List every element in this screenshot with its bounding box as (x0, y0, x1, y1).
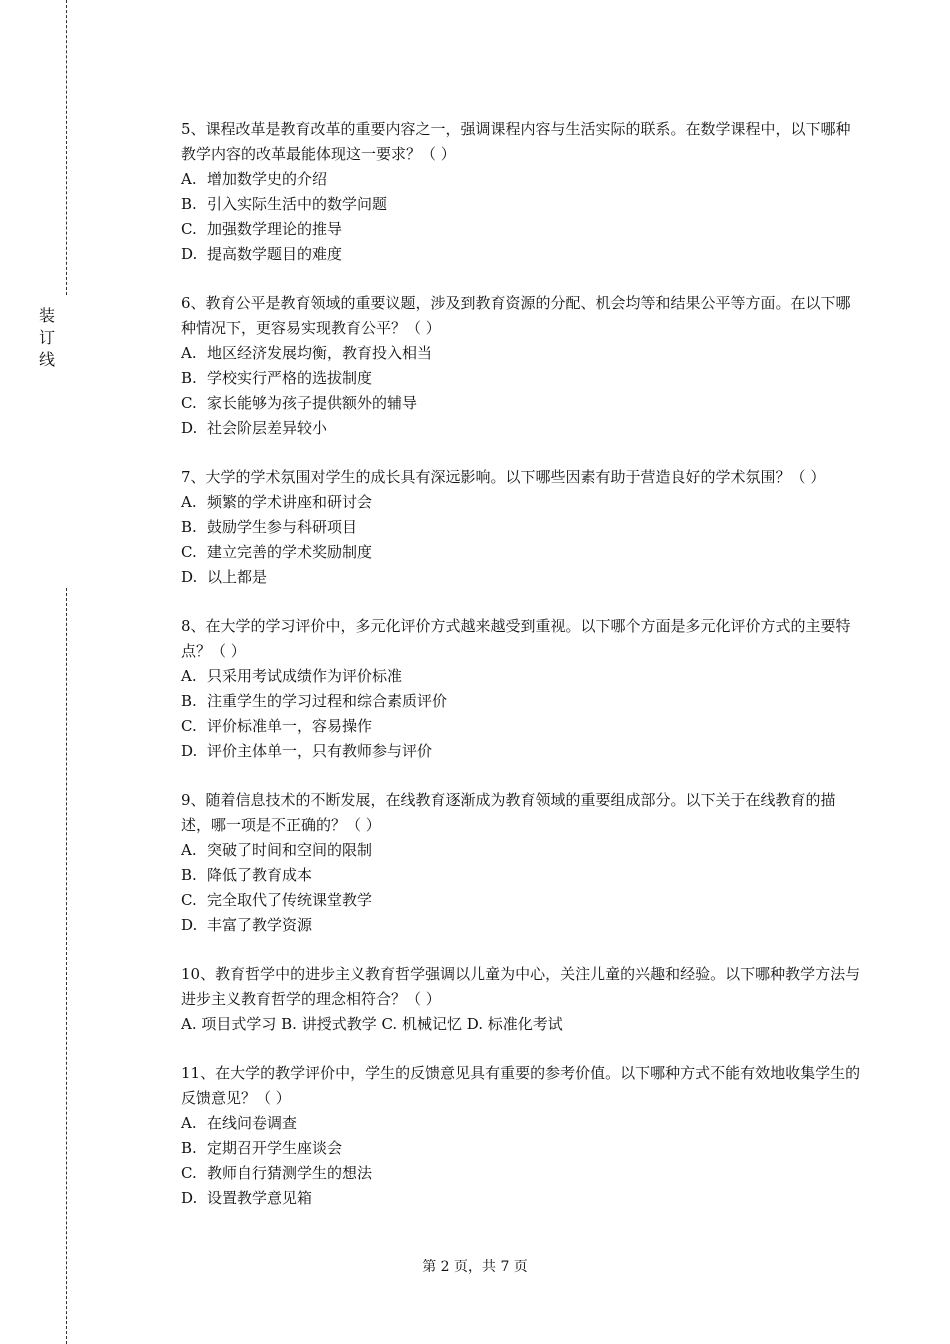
option-d[interactable] (181, 416, 861, 441)
option-text: 降低了教育成本 (207, 866, 313, 884)
option-letter: B. (181, 1139, 197, 1157)
question-5 (181, 117, 861, 267)
option-letter: B. (181, 369, 197, 387)
option-a[interactable] (181, 1111, 861, 1136)
option-letter: B. (181, 692, 197, 710)
option-text: 在线问卷调查 (207, 1114, 298, 1132)
question-stem: 5、课程改革是教育改革的重要内容之一，强调课程内容与生活实际的联系。在数学课程中，以下哪种教学内容的改革最能体现这一要求？（ ） (181, 120, 851, 163)
option-letter: C. (181, 220, 197, 238)
option-text: 评价标准单一，容易操作 (207, 717, 373, 735)
binding-char: 线 (38, 350, 55, 369)
binding-label (36, 305, 58, 371)
option-b[interactable] (181, 689, 861, 714)
option-text: 教师自行猜测学生的想法 (207, 1164, 373, 1182)
option-letter: D. (181, 742, 198, 760)
option-d[interactable] (181, 242, 861, 267)
option-text: 增加数学史的介绍 (207, 170, 328, 188)
option-text: 地区经济发展均衡，教育投入相当 (207, 344, 433, 362)
option-text: 设置教学意见箱 (207, 1189, 313, 1207)
question-stem: 7、大学的学术氛围对学生的成长具有深远影响。以下哪些因素有助于营造良好的学术氛围？（ ） (181, 468, 826, 486)
option-c[interactable] (181, 714, 861, 739)
question-6 (181, 291, 861, 441)
question-9 (181, 788, 861, 938)
question-11 (181, 1061, 861, 1211)
option-letter: C. (181, 1164, 197, 1182)
option-c[interactable] (181, 540, 861, 565)
option-text: 丰富了教学资源 (207, 916, 313, 934)
option-c[interactable] (181, 1161, 861, 1186)
option-letter: D. (181, 568, 198, 586)
option-text: 以上都是 (207, 568, 268, 586)
option-text: 评价主体单一，只有教师参与评价 (207, 742, 433, 760)
option-letter: B. (181, 866, 197, 884)
option-letter: C. (181, 717, 197, 735)
option-letter: A. (181, 170, 197, 188)
page-footer: 第 2 页，共 7 页 (422, 1259, 528, 1275)
option-d[interactable] (181, 739, 861, 764)
option-letter: C. (181, 543, 197, 561)
option-letter: A. (181, 841, 197, 859)
option-letter: D. (181, 245, 198, 263)
option-c[interactable] (181, 391, 861, 416)
option-letter: B. (181, 518, 197, 536)
option-letter: A. (181, 1114, 197, 1132)
option-b[interactable] (181, 192, 861, 217)
option-b[interactable] (181, 863, 861, 888)
question-stem: 11、在大学的教学评价中，学生的反馈意见具有重要的参考价值。以下哪种方式不能有效地收集学生的反馈意见？（ ） (181, 1064, 861, 1107)
option-text: 家长能够为孩子提供额外的辅导 (207, 394, 418, 412)
inline-options[interactable]: A. 项目式学习 B. 讲授式教学 C. 机械记忆 D. 标准化考试 (181, 1015, 563, 1033)
option-text: 鼓励学生参与科研项目 (207, 518, 358, 536)
option-letter: D. (181, 419, 198, 437)
question-stem: 9、随着信息技术的不断发展，在线教育逐渐成为教育领域的重要组成部分。以下关于在线教育的描述，哪一项是不正确的？（ ） (181, 791, 836, 834)
question-7 (181, 465, 861, 590)
binding-line-bottom (66, 588, 67, 1344)
option-letter: C. (181, 394, 197, 412)
option-a[interactable] (181, 664, 861, 689)
option-letter: B. (181, 195, 197, 213)
option-text: 提高数学题目的难度 (207, 245, 343, 263)
option-text: 定期召开学生座谈会 (207, 1139, 343, 1157)
option-b[interactable] (181, 515, 861, 540)
option-text: 完全取代了传统课堂教学 (207, 891, 373, 909)
binding-line-top (66, 0, 67, 295)
option-text: 频繁的学术讲座和研讨会 (207, 493, 373, 511)
question-stem: 8、在大学的学习评价中，多元化评价方式越来越受到重视。以下哪个方面是多元化评价方式的主要特点？（ ） (181, 617, 851, 660)
option-text: 突破了时间和空间的限制 (207, 841, 373, 859)
option-c[interactable] (181, 888, 861, 913)
option-letter: C. (181, 891, 197, 909)
option-letter: A. (181, 667, 197, 685)
option-a[interactable] (181, 838, 861, 863)
question-8 (181, 614, 861, 764)
question-stem: 10、教育哲学中的进步主义教育哲学强调以儿童为中心，关注儿童的兴趣和经验。以下哪种教学方法与进步主义教育哲学的理念相符合？（ ） (181, 965, 861, 1008)
option-d[interactable] (181, 565, 861, 590)
option-text: 引入实际生活中的数学问题 (207, 195, 388, 213)
option-text: 只采用考试成绩作为评价标准 (207, 667, 403, 685)
option-c[interactable] (181, 217, 861, 242)
option-b[interactable] (181, 366, 861, 391)
option-text: 学校实行严格的选拔制度 (207, 369, 373, 387)
option-text: 建立完善的学术奖励制度 (207, 543, 373, 561)
option-letter: A. (181, 344, 197, 362)
option-a[interactable] (181, 167, 861, 192)
option-letter: D. (181, 1189, 198, 1207)
binding-char: 订 (38, 328, 55, 347)
question-list (181, 117, 861, 1235)
binding-char: 装 (38, 306, 55, 325)
option-letter: A. (181, 493, 197, 511)
question-stem: 6、教育公平是教育领域的重要议题，涉及到教育资源的分配、机会均等和结果公平等方面。在以下哪种情况下，更容易实现教育公平？（ ） (181, 294, 851, 337)
option-text: 注重学生的学习过程和综合素质评价 (207, 692, 448, 710)
question-10 (181, 962, 861, 1037)
option-a[interactable] (181, 341, 861, 366)
option-text: 社会阶层差异较小 (207, 419, 328, 437)
option-d[interactable] (181, 913, 861, 938)
option-letter: D. (181, 916, 198, 934)
option-b[interactable] (181, 1136, 861, 1161)
option-a[interactable] (181, 490, 861, 515)
option-text: 加强数学理论的推导 (207, 220, 343, 238)
option-d[interactable] (181, 1186, 861, 1211)
